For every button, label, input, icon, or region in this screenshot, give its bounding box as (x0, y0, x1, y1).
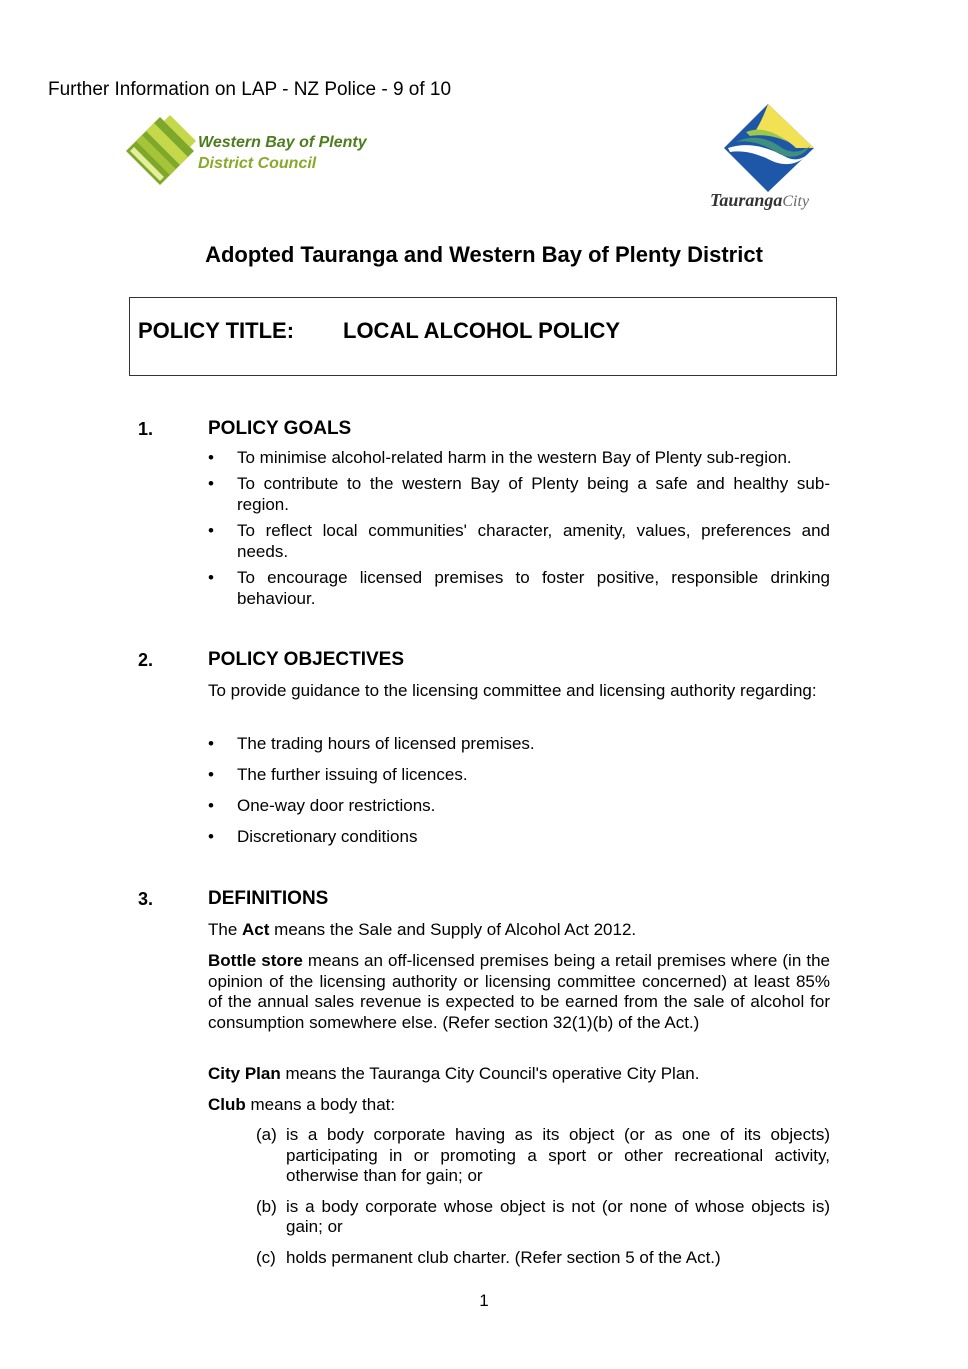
section-3-title: DEFINITIONS (208, 888, 329, 909)
section-2-number: 2. (138, 650, 154, 670)
section-1-number: 1. (138, 419, 154, 439)
definition-term: City Plan (208, 1064, 281, 1083)
objectives-list (208, 733, 830, 857)
tauranga-logo-mark (706, 102, 834, 194)
definition-term: Act (242, 920, 270, 939)
policy-title-label: POLICY TITLE: (138, 318, 295, 343)
tauranga-logo-text: TaurangaCity (710, 190, 810, 210)
section-1-title: POLICY GOALS (208, 418, 352, 439)
list-item: (c) holds permanent club charter. (Refer section 5 of the Act.) (256, 1247, 721, 1267)
list-item: • To encourage licensed premises to foster positive, responsible drinking behaviour. (208, 567, 830, 609)
definition-term: Club (208, 1095, 246, 1114)
list-item: • To contribute to the western Bay of Plenty being a safe and healthy sub-region. (208, 473, 830, 515)
page-number: 1 (479, 1291, 489, 1310)
list-item: (b) is a body corporate whose object is not (or none of whose objects is) gain; or (256, 1196, 830, 1236)
list-item: (a) is a body corporate having as its object (or as one of its objects) participating in or promoting a sport or other recreational activity, otherwise than for gain; or (256, 1125, 830, 1185)
list-item: • Discretionary conditions (208, 826, 830, 847)
club-criteria-list (256, 1125, 830, 1278)
policy-title-value: LOCAL ALCOHOL POLICY (343, 318, 621, 343)
document-title: Adopted Tauranga and Western Bay of Plenty District (205, 242, 763, 267)
list-item: • To reflect local communities' character, amenity, values, preferences and needs. (208, 520, 830, 562)
list-item: • The further issuing of licences. (208, 764, 830, 785)
wbop-logo-text-2: District Council (198, 155, 317, 172)
header-note: Further Information on LAP - NZ Police - 9 of 10 (48, 79, 452, 100)
list-item: • One-way door restrictions. (208, 795, 830, 816)
definition-term: Bottle store (208, 951, 303, 970)
definition-bottle-store: Bottle store means an off-licensed premises being a retail premises where (in the opinion of the licensing authority or licensing committee concerned) at least 85% of the annual sales revenue is expected to be earned from the sale of alcohol for consumption somewhere else. (Refer section 32(1)(b) of the Act.) (208, 951, 830, 1032)
wbop-logo-text-1: Western Bay of Plenty (198, 134, 367, 151)
list-item: • To minimise alcohol-related harm in the western Bay of Plenty sub-region. (208, 447, 830, 468)
section-3-number: 3. (138, 889, 154, 909)
definition-act: The Act means the Sale and Supply of Alcohol Act 2012. (208, 920, 637, 939)
definition-club: Club means a body that: (208, 1095, 396, 1114)
definition-city-plan: City Plan means the Tauranga City Council's operative City Plan. (208, 1064, 700, 1083)
list-item: • The trading hours of licensed premises. (208, 733, 830, 754)
goals-list (208, 447, 830, 614)
section-2-title: POLICY OBJECTIVES (208, 649, 405, 670)
tauranga-logo (706, 102, 834, 214)
wbop-logo (124, 115, 367, 187)
objectives-intro: To provide guidance to the licensing committee and licensing authority regarding: (208, 681, 817, 700)
